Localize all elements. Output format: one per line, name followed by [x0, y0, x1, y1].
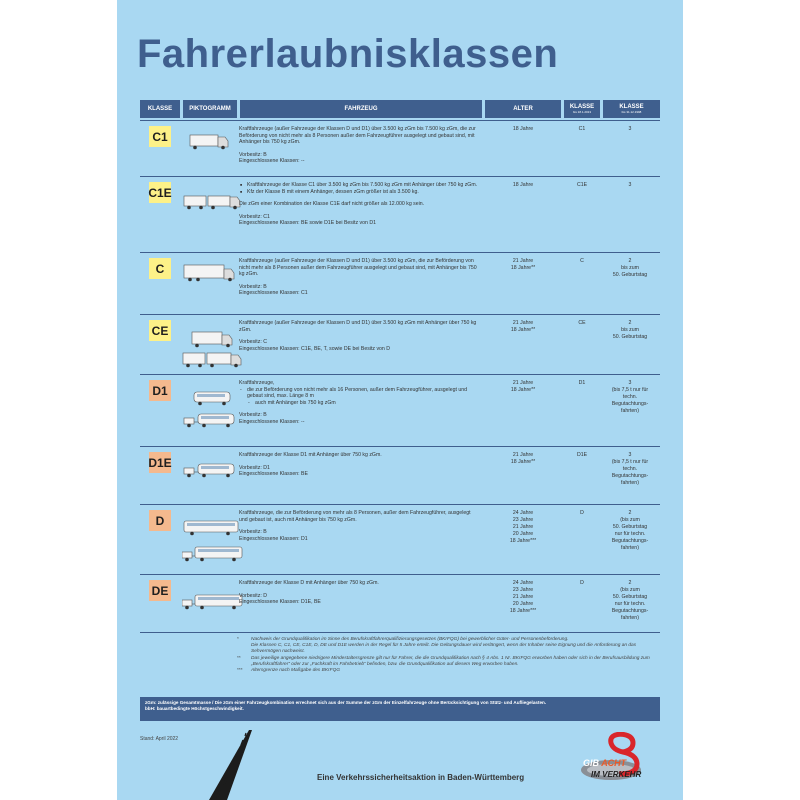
klasse-alt2-line: 50. Geburtstag [612, 334, 648, 341]
header-alter: ALTER [485, 100, 561, 118]
alter-cell [485, 182, 561, 189]
vehicle-description [239, 510, 479, 542]
pictogram-bus-trailer-icon [182, 592, 244, 610]
alter-value: 18 Jahre** [510, 327, 536, 334]
pictogram-truck-big-icon [182, 264, 244, 282]
class-badge: D1E [149, 452, 171, 473]
class-badge: DE [149, 580, 171, 601]
vorbesitz: Vorbesitz: B [239, 151, 267, 158]
alter-value: 18 Jahre** [510, 265, 536, 272]
eingeschlossene-klassen: Eingeschlossene Klassen: C1 [239, 290, 308, 296]
description-intro: Kraftfahrzeuge (außer Fahrzeuge der Klassen D und D1) über 3.500 kg zGm, die zur Beförderung von nicht mehr als 8 Personen außer dem Fahrzeugführer ausgelegt und gebaut sind, mit Anhänger bis 750 kg zGm. [239, 258, 477, 277]
footnote [237, 668, 657, 674]
description-list [239, 182, 479, 195]
pictogram-minibus-trailer-icon [182, 410, 244, 428]
footnote [237, 656, 657, 668]
table-row-d1 [140, 374, 660, 446]
alter-cell [485, 380, 561, 394]
eingeschlossene-klassen: Eingeschlossene Klassen: D1E, BE [239, 599, 321, 605]
klasse-alt2-line: (bis zum [620, 517, 640, 524]
footnote-text: Nachweis der Grundqualifikation im Sinne des Berufskraftfahrerqualifizierungsgesetzes (BKrFQG) bei gewerblicher Güter- und Personenbeförderung. [251, 637, 569, 642]
klasse-alt2-line: bis zum [621, 327, 639, 334]
alter-value: 20 Jahre [512, 531, 534, 538]
klasse-alt2-line: Begutachtungs- [611, 608, 649, 615]
klasse-alt2-line: 50. Geburtstag [612, 594, 648, 601]
klasse-alt2-cell [602, 510, 658, 552]
alter-value: 21 Jahre [512, 258, 534, 264]
logo-acht: ACHT [601, 758, 627, 768]
klasse-alt2-line: 50. Geburtstag [612, 524, 648, 531]
gib-acht-logo [577, 732, 657, 788]
alter-value: 18 Jahre*** [509, 608, 537, 615]
vehicle-description [239, 580, 479, 606]
klasse-alt2-line: (bis zum [620, 587, 640, 594]
description-list [239, 387, 479, 407]
klasse-alt1-cell: CE [578, 320, 586, 326]
klasse-alt2-line: fahrten) [621, 408, 639, 415]
header-klasse-alt2-label: KLASSE [619, 104, 644, 110]
vorbesitz: Vorbesitz: C1 [239, 213, 270, 220]
alter-value: 23 Jahre [512, 587, 534, 594]
class-badge: D [149, 510, 171, 531]
header-fahrzeug: FAHRZEUG [240, 100, 482, 118]
vorbesitz: Vorbesitz: D [239, 592, 267, 599]
road-graphic [157, 730, 267, 800]
class-badge: C [149, 258, 171, 279]
klasse-alt2-line: 2 [628, 510, 632, 516]
description-intro: Kraftfahrzeuge, [239, 380, 275, 386]
klasse-alt2-line: 3 [628, 380, 632, 386]
klasse-alt2-cell [602, 320, 658, 341]
footnote [237, 643, 657, 655]
alter-cell [485, 258, 561, 272]
vorbesitz: Vorbesitz: B [239, 283, 267, 290]
klasse-alt1-cell: C [580, 258, 584, 264]
vorbesitz: Vorbesitz: D1 [239, 464, 270, 471]
table-row-c [140, 252, 660, 314]
footnote-mark: *** [237, 668, 243, 674]
table-row-c1 [140, 120, 660, 176]
vorbesitz: Vorbesitz: C [239, 339, 267, 345]
description-dash-item: - die zur Beförderung von nicht mehr als 16 Personen, außer dem Fahrzeugführer, ausgelegt und gebaut sind, max. Länge 8 m [239, 387, 479, 400]
vehicle-description [239, 182, 479, 227]
eingeschlossene-klassen: Eingeschlossene Klassen: BE [239, 471, 308, 477]
logo-im-verkehr: IM VERKEHR [591, 770, 642, 779]
pictogram [182, 350, 244, 373]
stand-date: Stand: April 2022 [140, 736, 179, 742]
klasse-alt2-line: 3 [628, 452, 632, 458]
klasse-alt2-line: 50. Geburtstag [612, 272, 648, 279]
alter-cell [485, 452, 561, 466]
table-row-c1e [140, 176, 660, 252]
description-intro: Kraftfahrzeuge der Klasse D mit Anhänger über 750 kg zGm. [239, 580, 379, 586]
row-divider [140, 374, 660, 375]
alter-cell [485, 126, 561, 133]
alter-cell [485, 320, 561, 334]
description-sub-item: - auch mit Anhänger bis 750 kg zGm [239, 400, 479, 407]
header-klasse: KLASSE [140, 100, 180, 118]
pictogram [182, 460, 244, 483]
vehicle-description [239, 380, 479, 425]
description-intro: Kraftfahrzeuge (außer Fahrzeuge der Klassen D und D1) über 3.500 kg zGm mit Anhänger über 750 kg zGm. [239, 320, 477, 333]
class-badge: C1E [149, 182, 171, 203]
description-intro: Kraftfahrzeuge der Klasse D1 mit Anhänger über 750 kg zGm. [239, 452, 382, 458]
pictogram [182, 592, 244, 615]
alter-value: 18 Jahre [512, 182, 534, 188]
pictogram [182, 132, 244, 155]
eingeschlossene-klassen: Eingeschlossene Klassen: C1E, BE, T, sowie DE bei Besitz von D [239, 345, 390, 352]
klasse-alt1-cell: C1E [576, 182, 588, 188]
alter-value: 21 Jahre [512, 320, 534, 326]
header-piktogramm: PIKTOGRAMM [183, 100, 237, 118]
vorbesitz: Vorbesitz: B [239, 529, 267, 535]
row-divider [140, 176, 660, 177]
row-divider [140, 446, 660, 447]
footnotes [237, 637, 657, 674]
klasse-alt2-cell [602, 380, 658, 415]
klasse-alt2-line: nur für techn. [614, 601, 646, 608]
page-title: Fahrerlaubnisklassen [137, 32, 559, 76]
vehicle-description [239, 258, 479, 297]
klasse-alt2-line: 2 [628, 580, 632, 586]
row-divider [140, 120, 660, 121]
table-row-d [140, 504, 660, 574]
campaign-slogan: Eine Verkehrssicherheitsaktion in Baden-Württemberg [317, 773, 525, 782]
class-badge: CE [149, 320, 171, 341]
klasse-alt1-cell: D [580, 510, 584, 516]
klasse-alt2-line: 3 [628, 182, 632, 188]
row-divider [140, 314, 660, 315]
alter-value: 21 Jahre [512, 452, 534, 458]
header-klasse-alt1 [564, 100, 600, 118]
alter-value: 18 Jahre** [510, 387, 536, 394]
description-intro: Kraftfahrzeuge, die zur Beförderung von mehr als 8 Personen, außer dem Fahrzeugführer, ausgelegt und gebaut ist, auch mit Anhänger bis 750 kg zGm. [239, 510, 471, 523]
alter-cell [485, 510, 561, 545]
vehicle-description [239, 452, 479, 478]
klasse-alt2-cell [602, 580, 658, 622]
vehicle-description [239, 126, 479, 165]
vehicle-description [239, 320, 479, 352]
vorbesitz: Vorbesitz: B [239, 412, 267, 418]
header-klasse-alt2-sub: bis 31.12.1998 [621, 110, 642, 114]
klasse-alt2-line: techn. [622, 466, 638, 473]
alter-value: 20 Jahre [512, 601, 534, 608]
eingeschlossene-klassen: Eingeschlossene Klassen: -- [239, 158, 305, 164]
footnote-text: Das jeweilige angegebene niedrigere Mindestaltersgrenze gilt nur für Fahrer, die die Grundqualifikation nach § 4 Abs. 1 Nr. BKrFQG erworben haben oder sich in der Berufsausbildung zum „Berufskraftfahrer“ oder zur „Fachkraft im Fahrbetrieb“ befinden, bzw. die Grundqualifikation auf diesem Weg erworben haben. [251, 655, 650, 667]
footnote-text: Die Klassen C, C1, CE, C1E, D, DE und D1E werden in der Regel für 5 Jahre erteilt. Die Geltungsdauer wird verlängert, wenn der Inhaber seine Eignung und die Anforderung an das Sehvermögen nachweist. [251, 643, 637, 655]
pictogram-minibus-icon [182, 388, 244, 406]
description-intro: Kraftfahrzeuge (außer Fahrzeuge der Klassen D und D1) über 3.500 kg zGm bis 7.500 kg zGm, die zur Beförderung von nicht mehr als 8 Personen außer dem Fahrzeugführer ausgelegt und gebaut sind, mit Anhänger bis 750 kg zGm. [239, 126, 476, 145]
header-klasse-alt1-sub: bis 18.1.2013 [572, 110, 591, 114]
klasse-alt2-line: bis zum [621, 265, 639, 272]
klasse-alt2-line: Begutachtungs- [611, 538, 649, 545]
footnote-mark: ** [237, 655, 241, 661]
eingeschlossene-klassen: Eingeschlossene Klassen: BE sowie D1E bei Besitz von D1 [239, 220, 376, 226]
klasse-alt2-line: 2 [628, 258, 632, 264]
header-klasse-alt2 [603, 100, 660, 118]
klasse-alt2-cell [602, 182, 658, 189]
pictogram-minibus-trailer-icon [182, 460, 244, 478]
klasse-alt2-line: fahrten) [621, 615, 639, 622]
alter-value: 18 Jahre [512, 126, 534, 132]
table-row-ce [140, 314, 660, 374]
alter-value: 24 Jahre [512, 510, 534, 516]
logo-gib: GIB [583, 758, 600, 768]
eingeschlossene-klassen: Eingeschlossene Klassen: -- [239, 418, 305, 425]
description-bullet: ■ Kraftfahrzeuge der Klasse C1 über 3.500 kg zGm bis 7.500 kg zGm mit Anhänger über 750 kg zGm. [239, 182, 479, 189]
klasse-alt2-line: nur für techn. [614, 531, 646, 538]
logo-text-line1 [583, 758, 626, 768]
klasse-alt2-line: (bis 7,5 t nur für [611, 387, 649, 394]
table-bottom-line [140, 632, 660, 633]
klasse-alt2-line: fahrten) [621, 480, 639, 487]
row-divider [140, 504, 660, 505]
klasse-alt2-line: 2 [628, 320, 632, 326]
legend-line-1: zGm: zulässige Gesamtmasse / Die zGm einer Fahrzeugkombination errechnet sich aus der Summe der zGm der Einzelfahrzeuge ohne Berücksichtigung von Stütz- und Aufliegelasten. [145, 700, 547, 705]
pictogram-bus-trailer-icon [182, 544, 244, 562]
klasse-alt2-line: Begutachtungs- [611, 473, 649, 480]
pictogram-truck-trailer-icon [182, 350, 244, 368]
klasse-alt2-line: Begutachtungs- [611, 401, 649, 408]
alter-value: 21 Jahre [512, 594, 534, 601]
klasse-alt1-cell: C1 [578, 126, 586, 132]
pictogram-bus-icon [182, 518, 244, 536]
klasse-alt1-cell: D [580, 580, 584, 586]
klasse-alt2-cell [602, 452, 658, 487]
pictogram-truck-big-short-icon [182, 330, 244, 348]
pictogram [182, 192, 244, 215]
pictogram [182, 388, 244, 411]
eingeschlossene-klassen: Eingeschlossene Klassen: D1 [239, 535, 308, 542]
pictogram-truck-small-icon [182, 132, 244, 150]
pictogram [182, 544, 244, 567]
klasse-alt2-line: 3 [628, 126, 632, 132]
class-badge: D1 [149, 380, 171, 401]
table-row-d1e [140, 446, 660, 504]
klasse-alt2-line: (bis 7,5 t nur für [611, 459, 649, 466]
pictogram [182, 410, 244, 433]
class-badge: C1 [149, 126, 171, 147]
alter-value: 23 Jahre [512, 517, 534, 524]
pictogram [182, 264, 244, 287]
klasse-alt2-cell [602, 126, 658, 133]
description-note: Die zGm einer Kombination der Klasse C1E darf nicht größer als 12.000 kg sein. [239, 201, 425, 207]
alter-cell [485, 580, 561, 615]
alter-value: 21 Jahre [512, 524, 534, 531]
footnote-text: Altersgrenze nach Maßgabe des BKrFQG [251, 668, 341, 674]
table-row-de [140, 574, 660, 632]
alter-value: 24 Jahre [512, 580, 534, 586]
pictogram [182, 518, 244, 541]
klasse-alt2-line: fahrten) [621, 545, 639, 552]
row-divider [140, 574, 660, 575]
row-divider [140, 252, 660, 253]
klasse-alt2-cell [602, 258, 658, 279]
klasse-alt1-cell: D1 [578, 380, 586, 386]
klasse-alt2-line: techn. [622, 394, 638, 401]
alter-value: 21 Jahre [512, 380, 534, 386]
pictogram-truck-trailer-small-icon [182, 192, 244, 210]
footnote-mark: * [237, 637, 239, 642]
alter-value: 18 Jahre*** [509, 538, 537, 545]
alter-value: 18 Jahre** [510, 459, 536, 466]
description-bullet: ■ Kfz der Klasse B mit einem Anhänger, dessen zGm größer ist als 3.500 kg. [239, 189, 479, 196]
legend-line-2: bbH: bauartbedingte Höchstgeschwindigkeit. [145, 706, 244, 712]
legend-box [140, 697, 660, 721]
klasse-alt1-cell: D1E [576, 452, 588, 458]
header-klasse-alt1-label: KLASSE [569, 104, 595, 110]
poster [117, 0, 683, 800]
